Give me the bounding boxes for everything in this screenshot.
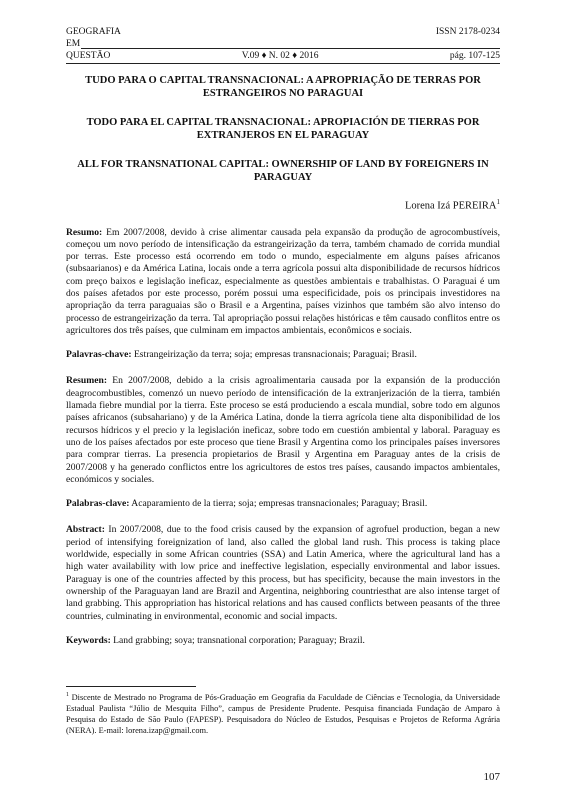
- footnote-text: Discente de Mestrado no Programa de Pós-Graduação em Geografia da Faculdade de Ciências e Tecnologia, da Universidade Estadual Paulista “Júlio de Mesquita Filho”, campus de Presidente Prudente. Pesquisa financiada Fundação de Amparo à Pesquisa do Estado de São Paulo (FAPESP). Pesquisadora do Núcleo de Estudos, Pesquisas e Projetos de Reforma Agrária (NERA). E-mail: lorena.izap@gmail.com.: [66, 692, 500, 736]
- resumen-label: Resumen:: [66, 375, 108, 387]
- resumo-label: Resumo:: [66, 226, 103, 238]
- journal-header-row-1: [66, 26, 500, 38]
- journal-name: GEOGRAFIA: [66, 27, 121, 37]
- journal-name-em: EM: [66, 39, 81, 49]
- abstract-paragraph: [66, 524, 500, 622]
- page-content: [66, 26, 500, 647]
- keywords-text: Land grabbing; soya; transnational corporation; Paraguay; Brazil.: [110, 634, 365, 646]
- keywords-label: Keywords:: [66, 634, 111, 646]
- keywords-paragraph: [66, 635, 500, 647]
- journal-name-questao: QUESTÃO: [66, 51, 111, 61]
- title-spanish: TODO PARA EL CAPITAL TRANSNACIONAL: APROPIACIÓN DE TIERRAS POR EXTRANJEROS EN EL PARAGUAY: [86, 117, 480, 141]
- title-english: ALL FOR TRANSNATIONAL CAPITAL: OWNERSHIP OF LAND BY FOREIGNERS IN PARAGUAY: [77, 159, 489, 183]
- footnote: [66, 690, 500, 737]
- issn: ISSN 2178-0234: [435, 27, 500, 37]
- palavras-chave-text: Estrangeirização da terra; soja; empresas transnacionais; Paraguai; Brasil.: [131, 349, 417, 361]
- resumen-paragraph: [66, 375, 500, 486]
- resumen-text: En 2007/2008, debido a la crisis agroalimentaria causada por la expansión de la producción deagrocombustibles, comenzó un nuevo período de intensificación de la extranjerización de la tierra, también llamada fiebre mundial por la tierra. Este proceso se está produciendo a escala mundial, sobre todo em algunos países africanos (subsahariano) y de la América Latina, donde la tierra agrícola tiene alta disponibilidad de los recursos hídricos y el precio y la legislación ineficaz, sobre todo em cuestión ambiental y laboral. Paraguay es uno de los países afectados por este proceso que tiene Brasil y Argentina como los principales países inversores para comprar tierras. La presencia propietarios de Brasil y Argentina em Paraguay antes de la crisis de 2007/2008 y ha generado conflictos entre los agricultores de estos tres países, causando impactos ambientales, económicos y sociales.: [66, 375, 500, 485]
- footnote-divider: [66, 686, 196, 687]
- author: [66, 196, 500, 213]
- author-footnote-mark: 1: [496, 198, 500, 206]
- author-name: Lorena Izá PEREIRA: [404, 200, 497, 212]
- resumo-text: Em 2007/2008, devido à crise alimentar causada pela expansão da produção de agrocombustíveis, começou um novo período de intensificação da estrangeirização da terra, também chamado de corrida mundial por terras. Este processo está ocorrendo em todo o mundo, especialmente em alguns países africanos (subsaarianos) e da América Latina, locais onde a terra agrícola possui alta disponibilidade de recursos hídricos com preço baixos e legislação ineficaz, especialmente as questões ambientais e trabalhistas. O Paraguai é um dos países afetados por este processo, porém possui uma especificidade, pois os principais investidores na apropriação da terra paraguaias são o Brasil e a Argentina, países vizinhos que também são alvo intenso do processo de estrangeirização da terra. Tal apropriação possui relações históricas e têm causado conflitos entre os agricultores dos três países, que culminam em impactos ambientais, econômicos e sociais.: [66, 226, 500, 336]
- footnote-mark: 1: [66, 692, 69, 698]
- title-portuguese: TUDO PARA O CAPITAL TRANSNACIONAL: A APROPRIAÇÃO DE TERRAS POR ESTRANGEIROS NO PARAGUAI: [85, 75, 481, 99]
- abstract-label: Abstract:: [66, 524, 105, 536]
- page-range: pág. 107-125: [449, 51, 500, 61]
- palavras-chave-label: Palavras-chave:: [66, 349, 132, 361]
- volume-info: V.09 ♦ N. 02 ♦ 2016: [241, 51, 319, 61]
- header-underline: [81, 38, 500, 49]
- palabras-clave-label: Palabras-clave:: [66, 498, 130, 510]
- resumo-paragraph: [66, 227, 500, 338]
- page-number: 107: [483, 771, 500, 783]
- journal-header-row-3: [66, 50, 500, 64]
- abstract-text: In 2007/2008, due to the food crisis caused by the expansion of agrofuel production, began a new period of intensifying foreignization of land, also called the global land rush. This process is taking place worldwide, especially in some African countries (SSA) and Latin America, where the agricultural land has a high water availability with low price and ineffective legislation, especially environmental and labor issues. Paraguay is one of the countries affected by this process, but has specificity, because the main investors in the ownership of the Paraguayan land are Brazil and Argentina, neighboring countriesthat are also intense target of land grabbing. This appropriation has historical relations and has caused conflicts between peasants of the three countries, culminating in environmental, economic and social impacts.: [66, 524, 500, 622]
- palabras-clave-text: Acaparamiento de la tierra; soja; empresas transnacionales; Paraguay; Brasil.: [129, 498, 428, 510]
- journal-header-row-2: [66, 38, 500, 50]
- palabras-clave-paragraph: [66, 498, 500, 510]
- palavras-chave-paragraph: [66, 349, 500, 361]
